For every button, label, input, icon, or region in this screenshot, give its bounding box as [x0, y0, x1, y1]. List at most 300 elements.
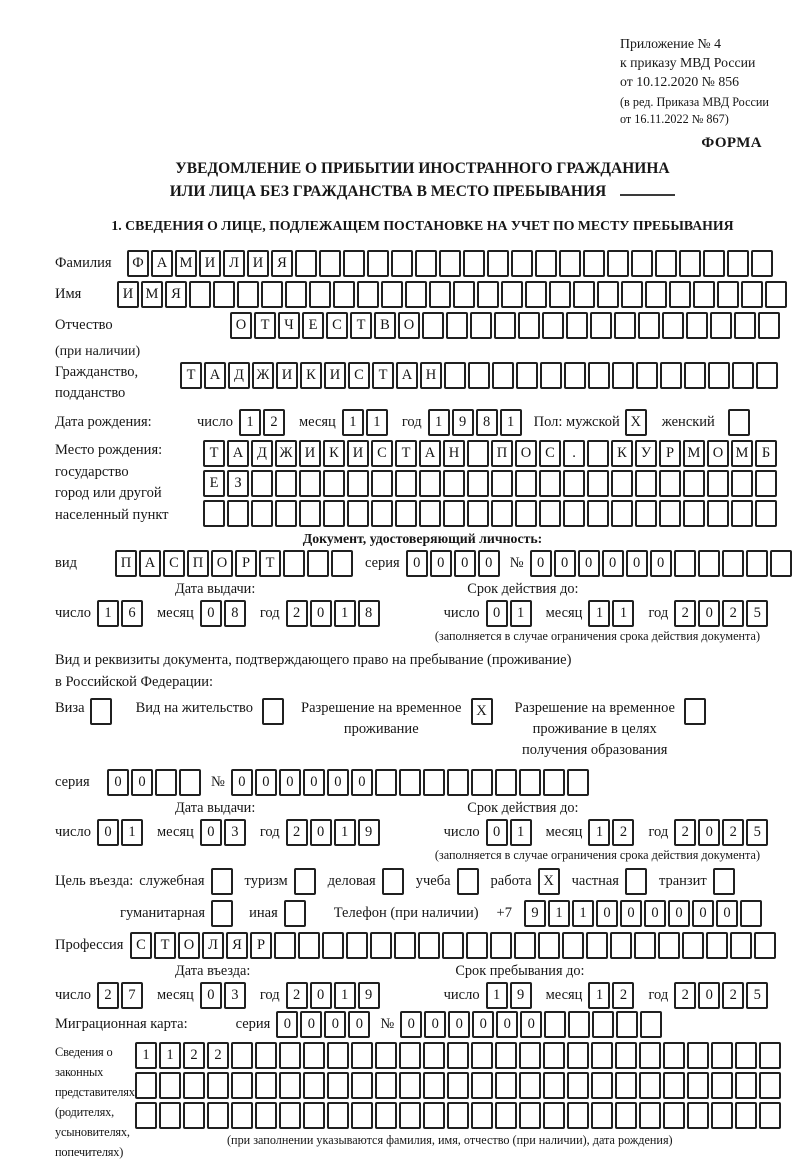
- surname-cell[interactable]: [607, 250, 629, 277]
- citizenship-cell[interactable]: И: [324, 362, 346, 389]
- birth-place-cell[interactable]: [323, 500, 345, 527]
- stay-day-cell[interactable]: 1: [486, 982, 508, 1009]
- migration-series-cell[interactable]: 0: [300, 1011, 322, 1038]
- citizenship-cell[interactable]: Ж: [252, 362, 274, 389]
- birth-place-cell[interactable]: [299, 500, 321, 527]
- legal-reps-cell[interactable]: [615, 1072, 637, 1099]
- patronymic-cell[interactable]: О: [230, 312, 252, 339]
- firstname-cell[interactable]: [573, 281, 595, 308]
- legal-reps-cell[interactable]: [543, 1072, 565, 1099]
- birth-place-cell[interactable]: [635, 470, 657, 497]
- doc-issue-day-cell[interactable]: 1: [97, 600, 119, 627]
- firstname-cell[interactable]: [405, 281, 427, 308]
- birth-place-cell[interactable]: С: [371, 440, 393, 467]
- legal-reps-cell[interactable]: [567, 1102, 589, 1129]
- profession-cell[interactable]: [730, 932, 752, 959]
- birth-place-cell[interactable]: А: [419, 440, 441, 467]
- birth-place-cell[interactable]: Р: [659, 440, 681, 467]
- birth-place-cell[interactable]: Т: [395, 440, 417, 467]
- doc-issue-year-cell[interactable]: 2: [286, 600, 308, 627]
- legal-reps-cell[interactable]: [711, 1072, 733, 1099]
- surname-cell[interactable]: [295, 250, 317, 277]
- doc-valid-year-cell[interactable]: 0: [698, 600, 720, 627]
- legal-reps-cell[interactable]: [279, 1042, 301, 1069]
- legal-reps-cell[interactable]: [615, 1102, 637, 1129]
- birth-place-cell[interactable]: Е: [203, 470, 225, 497]
- profession-cell[interactable]: [346, 932, 368, 959]
- phone-digit-cell[interactable]: 0: [668, 900, 690, 927]
- doc-kind-cell[interactable]: С: [163, 550, 185, 577]
- profession-cell[interactable]: С: [130, 932, 152, 959]
- birth-place-cell[interactable]: [323, 470, 345, 497]
- residence-issue-year-cell[interactable]: 9: [358, 819, 380, 846]
- firstname-cell[interactable]: [621, 281, 643, 308]
- firstname-cell[interactable]: [477, 281, 499, 308]
- birth-place-cell[interactable]: [635, 500, 657, 527]
- purpose-tourism-cell[interactable]: [294, 868, 316, 895]
- doc-kind-cell[interactable]: [307, 550, 329, 577]
- legal-reps-cell[interactable]: [591, 1102, 613, 1129]
- doc-number-cell[interactable]: 0: [578, 550, 600, 577]
- surname-cell[interactable]: [415, 250, 437, 277]
- surname-cell[interactable]: [655, 250, 677, 277]
- citizenship-cell[interactable]: С: [348, 362, 370, 389]
- birth-place-cell[interactable]: [683, 500, 705, 527]
- surname-cell[interactable]: [559, 250, 581, 277]
- birth-place-cell[interactable]: [395, 470, 417, 497]
- legal-reps-cell[interactable]: 2: [183, 1042, 205, 1069]
- surname-cell[interactable]: [367, 250, 389, 277]
- doc-kind-cell[interactable]: А: [139, 550, 161, 577]
- patronymic-cell[interactable]: [518, 312, 540, 339]
- residence-number-cell[interactable]: [447, 769, 469, 796]
- firstname-cell[interactable]: [189, 281, 211, 308]
- birth-place-cell[interactable]: [491, 500, 513, 527]
- residence-issue-month-cell[interactable]: 3: [224, 819, 246, 846]
- legal-reps-cell[interactable]: [495, 1072, 517, 1099]
- legal-reps-cell[interactable]: [231, 1102, 253, 1129]
- legal-reps-cell[interactable]: [615, 1042, 637, 1069]
- citizenship-cell[interactable]: [708, 362, 730, 389]
- birth-place-cell[interactable]: О: [707, 440, 729, 467]
- migration-number-cell[interactable]: 0: [520, 1011, 542, 1038]
- patronymic-cell[interactable]: [734, 312, 756, 339]
- patronymic-cell[interactable]: [710, 312, 732, 339]
- patronymic-cell[interactable]: [542, 312, 564, 339]
- residence-issue-year-cell[interactable]: 0: [310, 819, 332, 846]
- phone-digit-cell[interactable]: [740, 900, 762, 927]
- birth-place-cell[interactable]: [539, 500, 561, 527]
- surname-cell[interactable]: [583, 250, 605, 277]
- profession-cell[interactable]: [682, 932, 704, 959]
- legal-reps-cell[interactable]: [687, 1042, 709, 1069]
- legal-reps-cell[interactable]: [255, 1042, 277, 1069]
- birth-year-cell[interactable]: 1: [428, 409, 450, 436]
- surname-cell[interactable]: М: [175, 250, 197, 277]
- firstname-cell[interactable]: [669, 281, 691, 308]
- firstname-cell[interactable]: [381, 281, 403, 308]
- surname-cell[interactable]: Л: [223, 250, 245, 277]
- profession-cell[interactable]: [658, 932, 680, 959]
- residence-issue-day-cell[interactable]: 0: [97, 819, 119, 846]
- doc-number-cell[interactable]: [722, 550, 744, 577]
- citizenship-cell[interactable]: Д: [228, 362, 250, 389]
- legal-reps-cell[interactable]: [231, 1072, 253, 1099]
- legal-reps-cell[interactable]: [471, 1072, 493, 1099]
- birth-place-cell[interactable]: [443, 500, 465, 527]
- doc-number-cell[interactable]: 0: [530, 550, 552, 577]
- citizenship-cell[interactable]: А: [204, 362, 226, 389]
- legal-reps-cell[interactable]: [591, 1072, 613, 1099]
- birth-place-cell[interactable]: [467, 470, 489, 497]
- residence-number-cell[interactable]: [375, 769, 397, 796]
- doc-valid-year-cell[interactable]: 2: [674, 600, 696, 627]
- migration-number-cell[interactable]: [568, 1011, 590, 1038]
- birth-place-cell[interactable]: [707, 500, 729, 527]
- profession-cell[interactable]: [274, 932, 296, 959]
- legal-reps-cell[interactable]: [519, 1072, 541, 1099]
- doc-number-cell[interactable]: 0: [650, 550, 672, 577]
- surname-cell[interactable]: И: [199, 250, 221, 277]
- patronymic-cell[interactable]: С: [326, 312, 348, 339]
- female-checkbox-cell[interactable]: [728, 409, 750, 436]
- purpose-humanitarian-cell[interactable]: [211, 900, 233, 927]
- migration-number-cell[interactable]: [592, 1011, 614, 1038]
- doc-issue-month-cell[interactable]: 8: [224, 600, 246, 627]
- doc-valid-day-cell[interactable]: 0: [486, 600, 508, 627]
- legal-reps-cell[interactable]: [639, 1072, 661, 1099]
- birth-place-cell[interactable]: О: [515, 440, 537, 467]
- surname-cell[interactable]: Ф: [127, 250, 149, 277]
- profession-cell[interactable]: [634, 932, 656, 959]
- legal-reps-cell[interactable]: [711, 1042, 733, 1069]
- birth-place-cell[interactable]: Д: [251, 440, 273, 467]
- legal-reps-cell[interactable]: [447, 1042, 469, 1069]
- doc-kind-cell[interactable]: [283, 550, 305, 577]
- birth-year-cell[interactable]: 9: [452, 409, 474, 436]
- residence-number-cell[interactable]: 0: [303, 769, 325, 796]
- residence-series-cell[interactable]: [179, 769, 201, 796]
- birth-place-cell[interactable]: [587, 440, 609, 467]
- legal-reps-cell[interactable]: [399, 1102, 421, 1129]
- citizenship-cell[interactable]: К: [300, 362, 322, 389]
- profession-cell[interactable]: [490, 932, 512, 959]
- doc-kind-cell[interactable]: Т: [259, 550, 281, 577]
- profession-cell[interactable]: [538, 932, 560, 959]
- residence-number-cell[interactable]: 0: [351, 769, 373, 796]
- profession-cell[interactable]: О: [178, 932, 200, 959]
- birth-place-cell[interactable]: [587, 470, 609, 497]
- legal-reps-cell[interactable]: [375, 1042, 397, 1069]
- birth-place-cell[interactable]: [227, 500, 249, 527]
- residence-number-cell[interactable]: 0: [231, 769, 253, 796]
- legal-reps-cell[interactable]: [255, 1072, 277, 1099]
- citizenship-cell[interactable]: Н: [420, 362, 442, 389]
- birth-place-cell[interactable]: [275, 470, 297, 497]
- residence-number-cell[interactable]: 0: [255, 769, 277, 796]
- doc-valid-year-cell[interactable]: 2: [722, 600, 744, 627]
- legal-reps-cell[interactable]: [663, 1042, 685, 1069]
- doc-kind-cell[interactable]: П: [115, 550, 137, 577]
- birth-place-cell[interactable]: [563, 500, 585, 527]
- legal-reps-cell[interactable]: [279, 1102, 301, 1129]
- residence-number-cell[interactable]: [567, 769, 589, 796]
- phone-digit-cell[interactable]: 0: [692, 900, 714, 927]
- legal-reps-cell[interactable]: [351, 1072, 373, 1099]
- residence-valid-year-cell[interactable]: 2: [674, 819, 696, 846]
- firstname-cell[interactable]: [501, 281, 523, 308]
- legal-reps-cell[interactable]: [423, 1102, 445, 1129]
- doc-issue-year-cell[interactable]: 8: [358, 600, 380, 627]
- birth-place-cell[interactable]: Б: [755, 440, 777, 467]
- migration-number-cell[interactable]: [544, 1011, 566, 1038]
- stay-day-cell[interactable]: 9: [510, 982, 532, 1009]
- patronymic-cell[interactable]: В: [374, 312, 396, 339]
- profession-cell[interactable]: [298, 932, 320, 959]
- birth-place-cell[interactable]: [731, 470, 753, 497]
- doc-valid-day-cell[interactable]: 1: [510, 600, 532, 627]
- legal-reps-cell[interactable]: 1: [159, 1042, 181, 1069]
- entry-year-cell[interactable]: 1: [334, 982, 356, 1009]
- patronymic-cell[interactable]: [566, 312, 588, 339]
- surname-cell[interactable]: Я: [271, 250, 293, 277]
- birth-place-cell[interactable]: [659, 500, 681, 527]
- patronymic-cell[interactable]: [494, 312, 516, 339]
- legal-reps-cell[interactable]: [183, 1102, 205, 1129]
- birth-place-cell[interactable]: Т: [203, 440, 225, 467]
- entry-day-cell[interactable]: 7: [121, 982, 143, 1009]
- profession-cell[interactable]: [610, 932, 632, 959]
- birth-place-cell[interactable]: [467, 440, 489, 467]
- birth-place-cell[interactable]: [683, 470, 705, 497]
- phone-digit-cell[interactable]: 1: [548, 900, 570, 927]
- legal-reps-cell[interactable]: [759, 1042, 781, 1069]
- citizenship-cell[interactable]: [540, 362, 562, 389]
- legal-reps-cell[interactable]: [543, 1102, 565, 1129]
- purpose-study-cell[interactable]: [457, 868, 479, 895]
- legal-reps-cell[interactable]: [543, 1042, 565, 1069]
- birth-place-cell[interactable]: С: [539, 440, 561, 467]
- profession-cell[interactable]: Л: [202, 932, 224, 959]
- temp-residence-checkbox-cell[interactable]: X: [471, 698, 493, 725]
- birth-place-cell[interactable]: К: [611, 440, 633, 467]
- migration-number-cell[interactable]: 0: [400, 1011, 422, 1038]
- patronymic-cell[interactable]: Т: [350, 312, 372, 339]
- residence-series-cell[interactable]: [155, 769, 177, 796]
- legal-reps-cell[interactable]: [375, 1102, 397, 1129]
- purpose-official-cell[interactable]: [211, 868, 233, 895]
- surname-cell[interactable]: [631, 250, 653, 277]
- citizenship-cell[interactable]: И: [276, 362, 298, 389]
- doc-valid-year-cell[interactable]: 5: [746, 600, 768, 627]
- firstname-cell[interactable]: [237, 281, 259, 308]
- citizenship-cell[interactable]: [516, 362, 538, 389]
- birth-place-cell[interactable]: [467, 500, 489, 527]
- residence-series-cell[interactable]: 0: [131, 769, 153, 796]
- legal-reps-cell[interactable]: [447, 1072, 469, 1099]
- profession-cell[interactable]: Я: [226, 932, 248, 959]
- citizenship-cell[interactable]: Т: [372, 362, 394, 389]
- legal-reps-cell[interactable]: [519, 1102, 541, 1129]
- profession-cell[interactable]: [394, 932, 416, 959]
- patronymic-cell[interactable]: [662, 312, 684, 339]
- residence-valid-year-cell[interactable]: 0: [698, 819, 720, 846]
- stay-month-cell[interactable]: 2: [612, 982, 634, 1009]
- doc-series-cell[interactable]: 0: [478, 550, 500, 577]
- legal-reps-cell[interactable]: [423, 1042, 445, 1069]
- surname-cell[interactable]: [391, 250, 413, 277]
- profession-cell[interactable]: Т: [154, 932, 176, 959]
- birth-place-cell[interactable]: [659, 470, 681, 497]
- surname-cell[interactable]: А: [151, 250, 173, 277]
- residence-issue-year-cell[interactable]: 1: [334, 819, 356, 846]
- citizenship-cell[interactable]: [756, 362, 778, 389]
- purpose-transit-cell[interactable]: [713, 868, 735, 895]
- patronymic-cell[interactable]: [638, 312, 660, 339]
- entry-day-cell[interactable]: 2: [97, 982, 119, 1009]
- firstname-cell[interactable]: [453, 281, 475, 308]
- birth-place-cell[interactable]: И: [347, 440, 369, 467]
- migration-number-cell[interactable]: 0: [424, 1011, 446, 1038]
- migration-series-cell[interactable]: 0: [276, 1011, 298, 1038]
- residence-number-cell[interactable]: [543, 769, 565, 796]
- birth-place-cell[interactable]: А: [227, 440, 249, 467]
- birth-place-cell[interactable]: [491, 470, 513, 497]
- citizenship-cell[interactable]: А: [396, 362, 418, 389]
- birth-place-cell[interactable]: [611, 470, 633, 497]
- birth-month-cell[interactable]: 1: [366, 409, 388, 436]
- citizenship-cell[interactable]: [684, 362, 706, 389]
- patronymic-cell[interactable]: [446, 312, 468, 339]
- citizenship-cell[interactable]: [636, 362, 658, 389]
- legal-reps-cell[interactable]: [327, 1102, 349, 1129]
- migration-series-cell[interactable]: 0: [348, 1011, 370, 1038]
- surname-cell[interactable]: [535, 250, 557, 277]
- legal-reps-cell[interactable]: [255, 1102, 277, 1129]
- surname-cell[interactable]: И: [247, 250, 269, 277]
- surname-cell[interactable]: [319, 250, 341, 277]
- residence-issue-year-cell[interactable]: 2: [286, 819, 308, 846]
- citizenship-cell[interactable]: Т: [180, 362, 202, 389]
- firstname-cell[interactable]: [741, 281, 763, 308]
- surname-cell[interactable]: [703, 250, 725, 277]
- profession-cell[interactable]: [706, 932, 728, 959]
- doc-series-cell[interactable]: 0: [406, 550, 428, 577]
- birth-place-cell[interactable]: [371, 470, 393, 497]
- birth-place-cell[interactable]: [587, 500, 609, 527]
- birth-place-cell[interactable]: Н: [443, 440, 465, 467]
- firstname-cell[interactable]: И: [117, 281, 139, 308]
- citizenship-cell[interactable]: [588, 362, 610, 389]
- profession-cell[interactable]: [370, 932, 392, 959]
- legal-reps-cell[interactable]: [351, 1042, 373, 1069]
- residence-permit-checkbox-cell[interactable]: [262, 698, 284, 725]
- legal-reps-cell[interactable]: [159, 1102, 181, 1129]
- legal-reps-cell[interactable]: [231, 1042, 253, 1069]
- firstname-cell[interactable]: М: [141, 281, 163, 308]
- legal-reps-cell[interactable]: [207, 1072, 229, 1099]
- residence-valid-day-cell[interactable]: 1: [510, 819, 532, 846]
- legal-reps-cell[interactable]: [735, 1072, 757, 1099]
- legal-reps-cell[interactable]: [351, 1102, 373, 1129]
- birth-place-cell[interactable]: [443, 470, 465, 497]
- birth-place-cell[interactable]: [203, 500, 225, 527]
- birth-place-cell[interactable]: П: [491, 440, 513, 467]
- doc-number-cell[interactable]: 0: [554, 550, 576, 577]
- doc-series-cell[interactable]: 0: [454, 550, 476, 577]
- birth-year-cell[interactable]: 8: [476, 409, 498, 436]
- birth-place-cell[interactable]: [395, 500, 417, 527]
- phone-digit-cell[interactable]: 9: [524, 900, 546, 927]
- doc-kind-cell[interactable]: Р: [235, 550, 257, 577]
- doc-kind-cell[interactable]: [331, 550, 353, 577]
- phone-digit-cell[interactable]: 0: [596, 900, 618, 927]
- legal-reps-cell[interactable]: [735, 1102, 757, 1129]
- stay-year-cell[interactable]: 2: [674, 982, 696, 1009]
- doc-issue-month-cell[interactable]: 0: [200, 600, 222, 627]
- profession-cell[interactable]: [322, 932, 344, 959]
- entry-year-cell[interactable]: 2: [286, 982, 308, 1009]
- residence-number-cell[interactable]: [471, 769, 493, 796]
- citizenship-cell[interactable]: [468, 362, 490, 389]
- phone-digit-cell[interactable]: 0: [620, 900, 642, 927]
- migration-number-cell[interactable]: [616, 1011, 638, 1038]
- profession-cell[interactable]: [586, 932, 608, 959]
- legal-reps-cell[interactable]: [567, 1042, 589, 1069]
- surname-cell[interactable]: [511, 250, 533, 277]
- birth-place-cell[interactable]: [347, 500, 369, 527]
- legal-reps-cell[interactable]: 2: [207, 1042, 229, 1069]
- purpose-other-cell[interactable]: [284, 900, 306, 927]
- legal-reps-cell[interactable]: [279, 1072, 301, 1099]
- firstname-cell[interactable]: [357, 281, 379, 308]
- birth-place-cell[interactable]: З: [227, 470, 249, 497]
- birth-place-cell[interactable]: [539, 470, 561, 497]
- legal-reps-cell[interactable]: [207, 1102, 229, 1129]
- residence-number-cell[interactable]: 0: [327, 769, 349, 796]
- legal-reps-cell[interactable]: [135, 1072, 157, 1099]
- legal-reps-cell[interactable]: [135, 1102, 157, 1129]
- migration-number-cell[interactable]: 0: [472, 1011, 494, 1038]
- phone-digit-cell[interactable]: 1: [572, 900, 594, 927]
- patronymic-cell[interactable]: [686, 312, 708, 339]
- legal-reps-cell[interactable]: [399, 1072, 421, 1099]
- migration-number-cell[interactable]: [640, 1011, 662, 1038]
- legal-reps-cell[interactable]: [687, 1102, 709, 1129]
- doc-number-cell[interactable]: [746, 550, 768, 577]
- firstname-cell[interactable]: [693, 281, 715, 308]
- patronymic-cell[interactable]: Т: [254, 312, 276, 339]
- residence-issue-month-cell[interactable]: 0: [200, 819, 222, 846]
- legal-reps-cell[interactable]: [327, 1042, 349, 1069]
- patronymic-cell[interactable]: [470, 312, 492, 339]
- profession-cell[interactable]: [442, 932, 464, 959]
- birth-place-cell[interactable]: [299, 470, 321, 497]
- citizenship-cell[interactable]: [564, 362, 586, 389]
- residence-number-cell[interactable]: [519, 769, 541, 796]
- patronymic-cell[interactable]: Е: [302, 312, 324, 339]
- entry-month-cell[interactable]: 3: [224, 982, 246, 1009]
- birth-place-cell[interactable]: [251, 500, 273, 527]
- birth-place-cell[interactable]: [611, 500, 633, 527]
- migration-number-cell[interactable]: 0: [448, 1011, 470, 1038]
- firstname-cell[interactable]: [597, 281, 619, 308]
- migration-series-cell[interactable]: 0: [324, 1011, 346, 1038]
- legal-reps-cell[interactable]: [303, 1042, 325, 1069]
- patronymic-cell[interactable]: [758, 312, 780, 339]
- legal-reps-cell[interactable]: [327, 1072, 349, 1099]
- visa-checkbox-cell[interactable]: [90, 698, 112, 725]
